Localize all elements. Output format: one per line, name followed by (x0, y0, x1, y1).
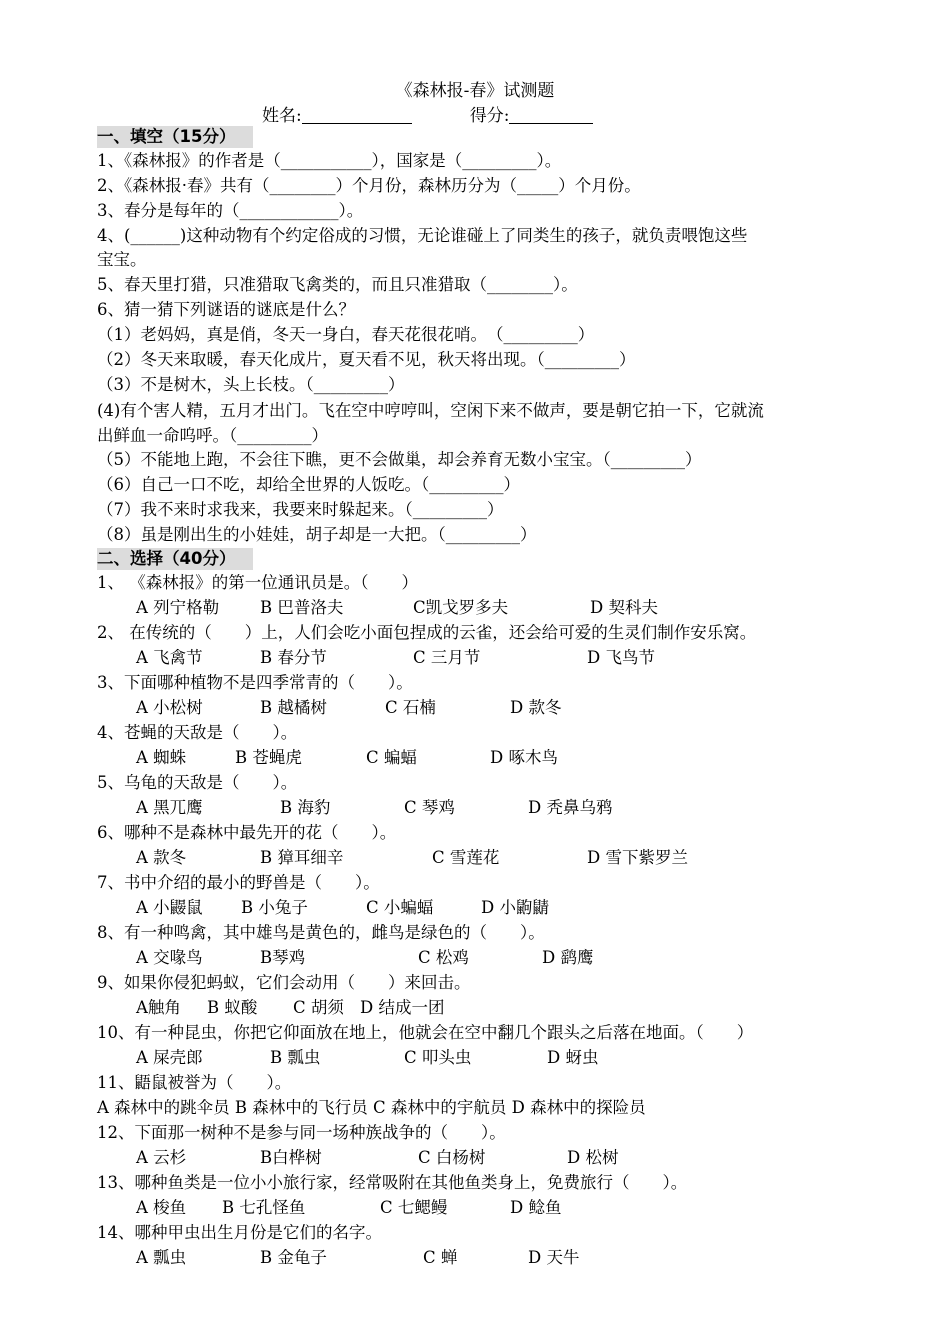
question-line: 14、哪种甲虫出生月份是它们的名字。 (97, 1223, 382, 1242)
fill-line: 宝宝。 (97, 250, 147, 269)
question-line: 3、下面哪种植物不是四季常青的（ ）。 (97, 673, 413, 692)
option: B 蚁酸 (207, 998, 258, 1017)
section-heading-choice: 二、选择（40分） (97, 548, 253, 570)
option: A 交喙鸟 (136, 948, 203, 967)
option: A 小松树 (136, 698, 203, 717)
option: D 蚜虫 (547, 1048, 599, 1067)
option: A 款冬 (136, 848, 187, 867)
option: B 春分节 (260, 648, 327, 667)
fill-line: 2、《森林报·春》共有（________）个月份，森林历分为（_____）个月份。 (97, 176, 641, 195)
option: B 小兔子 (241, 898, 308, 917)
name-label: 姓名: (262, 106, 302, 126)
fill-line: 5、春天里打猎，只准猎取飞禽类的，而且只准猎取（________）。 (97, 275, 578, 294)
option: A 列宁格勒 (136, 598, 220, 617)
page-title: 《森林报-春》试测题 (395, 81, 555, 101)
option: C 三月节 (413, 648, 481, 667)
option: D 鹞鹰 (542, 948, 594, 967)
option: C 蝙蝠 (366, 748, 417, 767)
options-row: A 森林中的跳伞员 B 森林中的飞行员 C 森林中的宇航员 D 森林中的探险员 (97, 1098, 646, 1117)
option: B白桦树 (260, 1148, 322, 1167)
riddle-line: （8）虽是刚出生的小娃娃，胡子却是一大把。（_________） (97, 525, 537, 544)
option: A 梭鱼 (136, 1198, 187, 1217)
section-heading-fill-blanks: 一、填空（15分） (97, 126, 253, 148)
question-line: 5、乌龟的天敌是（ ）。 (97, 773, 298, 792)
option: D 松树 (567, 1148, 619, 1167)
option: A 蜘蛛 (136, 748, 187, 767)
question-line: 10、有一种昆虫，你把它仰面放在地上，他就会在空中翻几个跟头之后落在地面。（ ） (97, 1023, 754, 1042)
riddle-line: （5）不能地上跑，不会往下瞧，更不会做巢，却会养育无数小宝宝。（_________） (97, 450, 702, 469)
riddle-line: 出鲜血一命呜呼。（_________） (97, 426, 328, 445)
riddle-line: (4)有个害人精，五月才出门。飞在空中哼哼叫，空闲下来不做声，要是朝它拍一下，它就流 (97, 401, 764, 420)
question-line: 13、哪种鱼类是一位小小旅行家，经常吸附在其他鱼类身上，免费旅行（ ）。 (97, 1173, 688, 1192)
option: D 结成一团 (360, 998, 445, 1017)
option: C 石楠 (385, 698, 436, 717)
riddle-line: （1）老妈妈，真是俏，冬天一身白，春天花很花哨。 （_________） (97, 325, 595, 344)
name-score-line (262, 101, 593, 126)
fill-line: 6、猜一猜下列谜语的谜底是什么？ (97, 300, 355, 319)
question-line: 6、哪种不是森林中最先开的花（ ）。 (97, 823, 397, 842)
option: B 七孔怪鱼 (222, 1198, 306, 1217)
option: C 胡须 (293, 998, 344, 1017)
option: C凯戈罗多夫 (413, 598, 509, 617)
option: B 瓢虫 (270, 1048, 321, 1067)
fill-line: 4、(______)这种动物有个约定俗成的习惯，无论谁碰上了同类生的孩子，就负责喂饱这些 (97, 226, 748, 245)
option: C 白杨树 (418, 1148, 486, 1167)
riddle-line: （7）我不来时求我来，我要来时躲起来。（_________） (97, 500, 504, 519)
option: C 叩头虫 (404, 1048, 472, 1067)
option: C 琴鸡 (404, 798, 455, 817)
option: A 瓢虫 (136, 1248, 187, 1267)
option: B 越橘树 (260, 698, 327, 717)
question-line: 4、苍蝇的天敌是（ ）。 (97, 723, 298, 742)
option: D 鲶鱼 (510, 1198, 562, 1217)
riddle-line: （3）不是树木，头上长枝。（_________） (97, 375, 405, 394)
option: D 小鼩鼱 (481, 898, 549, 917)
option: A触角 (136, 998, 181, 1017)
name-blank (302, 105, 412, 124)
question-line: 11、鼯鼠被誉为（ ）。 (97, 1073, 292, 1092)
option: B 金龟子 (260, 1248, 327, 1267)
option: B 苍蝇虎 (235, 748, 302, 767)
option: A 黑兀鹰 (136, 798, 203, 817)
option: D 契科夫 (590, 598, 658, 617)
option: C 七鳃鳗 (380, 1198, 448, 1217)
option: D 雪下紫罗兰 (587, 848, 688, 867)
option: D 款冬 (510, 698, 562, 717)
fill-line: 3、春分是每年的（____________）。 (97, 201, 364, 220)
option: D 飞鸟节 (587, 648, 655, 667)
option: A 屎壳郎 (136, 1048, 203, 1067)
option: B琴鸡 (260, 948, 306, 967)
option: B 海豹 (280, 798, 331, 817)
option: D 啄木鸟 (490, 748, 558, 767)
score-blank (509, 105, 593, 124)
question-line: 1、 《森林报》的第一位通讯员是。（ ） (97, 573, 418, 592)
question-line: 2、 在传统的（ ）上，人们会吃小面包捏成的云雀，还会给可爱的生灵们制作安乐窝。 (97, 623, 757, 642)
option: C 松鸡 (418, 948, 469, 967)
option: B 巴普洛夫 (260, 598, 344, 617)
question-line: 12、下面那一树种不是参与同一场种族战争的（ ）。 (97, 1123, 506, 1142)
riddle-line: （6）自己一口不吃，却给全世界的人饭吃。（_________） (97, 475, 520, 494)
option: A 云杉 (136, 1148, 187, 1167)
score-label: 得分: (469, 106, 510, 126)
option: C 蝉 (423, 1248, 458, 1267)
question-line: 9、如果你侵犯蚂蚁，它们会动用（ ）来回击。 (97, 973, 471, 992)
option: C 雪莲花 (432, 848, 500, 867)
option: C 小蝙蝠 (366, 898, 434, 917)
option: A 飞禽节 (136, 648, 203, 667)
option: D 天牛 (528, 1248, 580, 1267)
option: D 秃鼻乌鸦 (528, 798, 613, 817)
riddle-line: （2）冬天来取暖，春天化成片，夏天看不见，秋天将出现。（_________） (97, 350, 636, 369)
fill-line: 1、《森林报》的作者是（___________），国家是（_________）。 (97, 151, 562, 170)
option: A 小鼹鼠 (136, 898, 203, 917)
question-line: 8、有一种鸣禽，其中雄鸟是黄色的，雌鸟是绿色的（ ）。 (97, 923, 545, 942)
option: B 獐耳细辛 (260, 848, 344, 867)
question-line: 7、书中介绍的最小的野兽是（ ）。 (97, 873, 380, 892)
